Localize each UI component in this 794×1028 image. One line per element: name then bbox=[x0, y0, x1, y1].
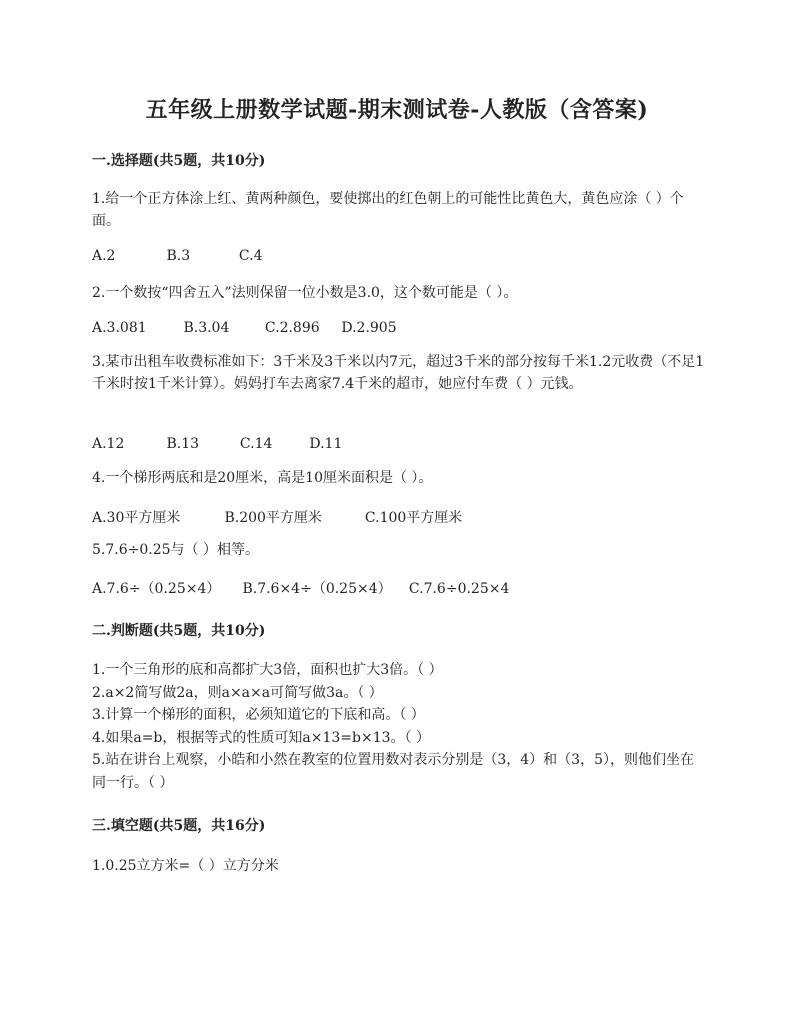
question-1-5: 5.7.6÷0.25与（ ）相等。 bbox=[92, 542, 259, 558]
option-d: D.11 bbox=[309, 436, 343, 452]
option-a: A.2 bbox=[92, 248, 116, 264]
question-1-1: 1.给一个正方体涂上红、黄两种颜色，要使掷出的红色朝上的可能性比黄色大，黄色应涂（ ）个面。 bbox=[92, 191, 684, 229]
options-1-5 bbox=[92, 578, 509, 598]
option-a: A.30平方厘米 bbox=[92, 510, 181, 526]
option-b: B.13 bbox=[166, 436, 200, 452]
section-heading-true-false: 二.判断题(共5题，共10分) bbox=[92, 623, 266, 639]
section-heading-fill-blank: 三.填空题(共5题，共16分) bbox=[92, 818, 266, 834]
true-false-list bbox=[92, 659, 707, 794]
option-a: A.3.081 bbox=[92, 320, 147, 336]
option-b: B.3 bbox=[166, 248, 191, 264]
options-1-2 bbox=[92, 320, 397, 336]
option-c: C.100平方厘米 bbox=[364, 510, 463, 526]
option-c: C.14 bbox=[239, 436, 273, 452]
list-item: 2.a×2简写做2a，则a×a×a可简写做3a。（ ） bbox=[92, 684, 383, 701]
question-1-2: 2.一个数按“四舍五入”法则保留一位小数是3.0，这个数可能是（ ）。 bbox=[92, 285, 518, 301]
question-3-1: 1.0.25立方米=（ ）立方分米 bbox=[92, 858, 279, 874]
question-1-4: 4.一个梯形两底和是20厘米，高是10厘米面积是（ ）。 bbox=[92, 470, 433, 486]
list-item: 1.一个三角形的底和高都扩大3倍，面积也扩大3倍。（ ） bbox=[92, 662, 443, 678]
list-item: 3.计算一个梯形的面积，必须知道它的下底和高。（ ） bbox=[92, 707, 425, 723]
option-d: D.2.905 bbox=[341, 320, 397, 336]
option-b: B.7.6×4÷（0.25×4） bbox=[242, 581, 392, 597]
option-b: B.200平方厘米 bbox=[224, 510, 322, 526]
document-title: 五年级上册数学试题-期末测试卷-人教版（含答案) bbox=[145, 97, 649, 123]
list-item: 4.如果a=b，根据等式的性质可知a×13=b×13。（ ） bbox=[92, 729, 430, 746]
options-1-3 bbox=[92, 436, 342, 452]
options-1-4 bbox=[92, 507, 462, 527]
option-c: C.2.896 bbox=[264, 320, 320, 336]
option-a: A.7.6÷（0.25×4） bbox=[92, 581, 221, 597]
options-1-1 bbox=[92, 248, 262, 264]
option-c: C.4 bbox=[238, 248, 263, 264]
section-heading-choice: 一.选择题(共5题，共10分) bbox=[92, 153, 266, 169]
option-b: B.3.04 bbox=[183, 320, 230, 336]
list-item: 5.站在讲台上观察，小皓和小然在教室的位置用数对表示分别是（3，4）和（3，5），则他们坐在同一行。（ ） bbox=[92, 752, 694, 791]
option-c: C.7.6÷0.25×4 bbox=[408, 581, 510, 597]
question-1-3: 3.某市出租车收费标准如下：3千米及3千米以内7元，超过3千米的部分按每千米1.2元收费（不足1千米时按1千米计算）。妈妈打车去离家7.4千米的超市，她应付车费（ ）元钱。 bbox=[92, 354, 705, 392]
option-a: A.12 bbox=[92, 436, 125, 452]
